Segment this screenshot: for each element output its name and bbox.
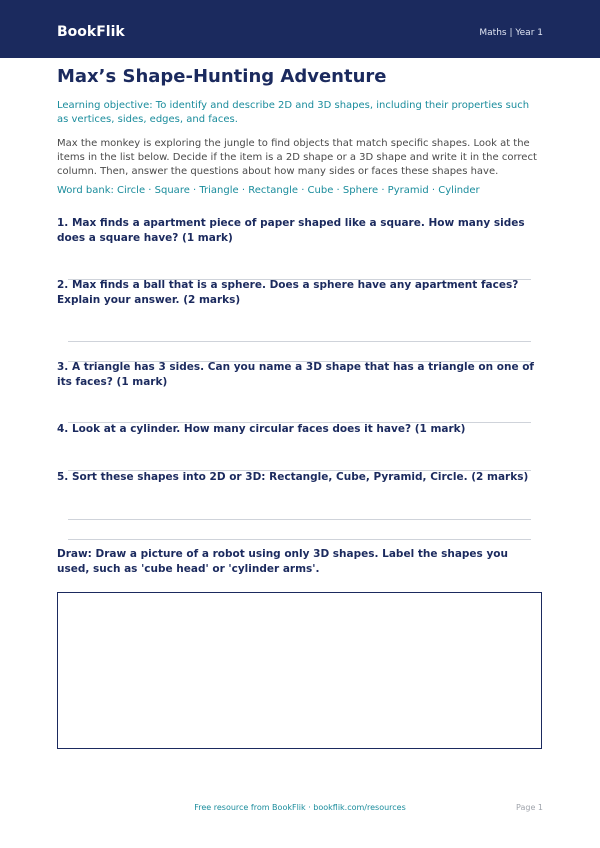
subject-year-label: Maths | Year 1 xyxy=(479,28,543,38)
question-4: 4. Look at a cylinder. How many circular faces does it have? (1 mark) xyxy=(57,423,466,435)
question-3: 3. A triangle has 3 sides. Can you name a 3D shape that has a triangle on one of its faces? (1 mark) xyxy=(57,361,535,388)
page-header xyxy=(0,0,600,58)
answer-line-5b[interactable] xyxy=(68,539,531,540)
learning-objective: Learning objective: To identify and describe 2D and 3D shapes, including their properties such as vertices, sides, edges, and faces. xyxy=(57,100,530,125)
answer-line-2a[interactable] xyxy=(68,341,531,342)
worksheet-title: Max’s Shape-Hunting Adventure xyxy=(57,66,387,87)
question-2: 2. Max finds a ball that is a sphere. Does a sphere have any apartment faces? Explain your answer. (2 marks) xyxy=(57,279,519,306)
question-1: 1. Max finds a apartment piece of paper shaped like a square. How many sides does a square have? (1 mark) xyxy=(57,217,525,244)
page-number: Page 1 xyxy=(516,803,543,812)
question-5: 5. Sort these shapes into 2D or 3D: Rectangle, Cube, Pyramid, Circle. (2 marks) xyxy=(57,471,529,483)
draw-prompt: Draw: Draw a picture of a robot using only 3D shapes. Label the shapes you used, such as 'cube head' or 'cylinder arms'. xyxy=(57,548,508,575)
word-bank: Word bank: Circle · Square · Triangle · Rectangle · Cube · Sphere · Pyramid · Cylinder xyxy=(57,185,480,196)
brand-logo-text: BookFlik xyxy=(57,24,125,40)
intro-paragraph: Max the monkey is exploring the jungle to find objects that match specific shapes. Look at the items in the list below. Decide if the item is a 2D shape or a 3D shape and write it in the correct column. Then, answer the questions about how many sides or faces these shapes have. xyxy=(57,138,537,177)
footer-source: Free resource from BookFlik · bookflik.com/resources xyxy=(194,803,406,812)
answer-line-5a[interactable] xyxy=(68,519,531,520)
drawing-area[interactable] xyxy=(57,592,542,749)
